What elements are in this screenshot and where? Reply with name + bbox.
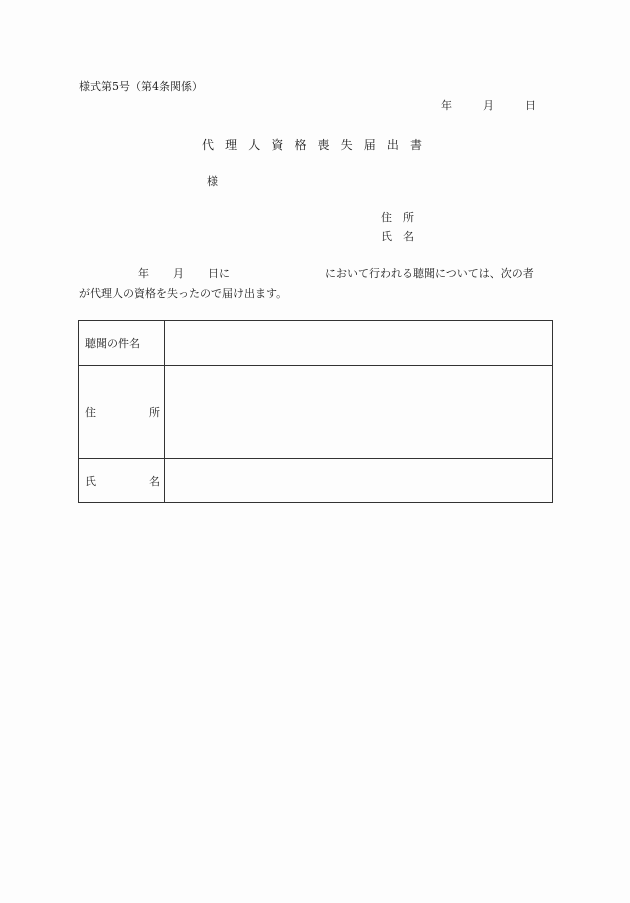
body-month: 月: [173, 267, 184, 280]
addressee-suffix: 様: [207, 175, 218, 188]
address-label-char-1: 住: [85, 406, 96, 419]
date-month-label: 月: [483, 99, 494, 112]
body-day: 日に: [208, 267, 230, 280]
title-char-7: 失: [340, 138, 353, 152]
table-row-case: [79, 321, 553, 366]
date-day-label: 日: [525, 99, 536, 112]
body-year: 年: [138, 267, 149, 280]
body-text-line-1: [138, 267, 534, 281]
submission-date: [441, 99, 536, 113]
address-label-char-2: 所: [149, 406, 160, 419]
address-label: [79, 366, 165, 459]
applicant-name-label: 氏 名: [381, 230, 414, 243]
title-char-1: 代: [202, 138, 215, 152]
name-label-char-2: 名: [149, 474, 160, 488]
table-row-name: [79, 459, 553, 503]
title-char-10: 書: [409, 138, 422, 152]
document-title: [202, 138, 422, 152]
name-label-char-1: 氏: [85, 474, 96, 488]
title-char-3: 人: [248, 138, 261, 152]
info-table: [78, 320, 553, 503]
body-line1-tail: において行われる聴聞については、次の者: [325, 267, 534, 280]
case-name-field[interactable]: [165, 321, 553, 366]
table-row-address: [79, 366, 553, 459]
title-char-8: 届: [363, 138, 376, 152]
body-text-line-2: が代理人の資格を失ったので届け出ます。: [79, 287, 288, 300]
applicant-address-label: 住 所: [381, 211, 414, 224]
date-year-label: 年: [441, 99, 452, 112]
title-char-5: 格: [294, 138, 307, 152]
name-field[interactable]: [165, 459, 553, 503]
title-char-6: 喪: [317, 138, 330, 152]
form-number: 様式第5号（第4条関係）: [79, 80, 203, 93]
address-field[interactable]: [165, 366, 553, 459]
title-char-4: 資: [271, 138, 284, 152]
title-char-9: 出: [386, 138, 399, 152]
name-label: [79, 459, 165, 503]
title-char-2: 理: [225, 138, 238, 152]
case-name-label: 聴聞の件名: [79, 321, 165, 366]
